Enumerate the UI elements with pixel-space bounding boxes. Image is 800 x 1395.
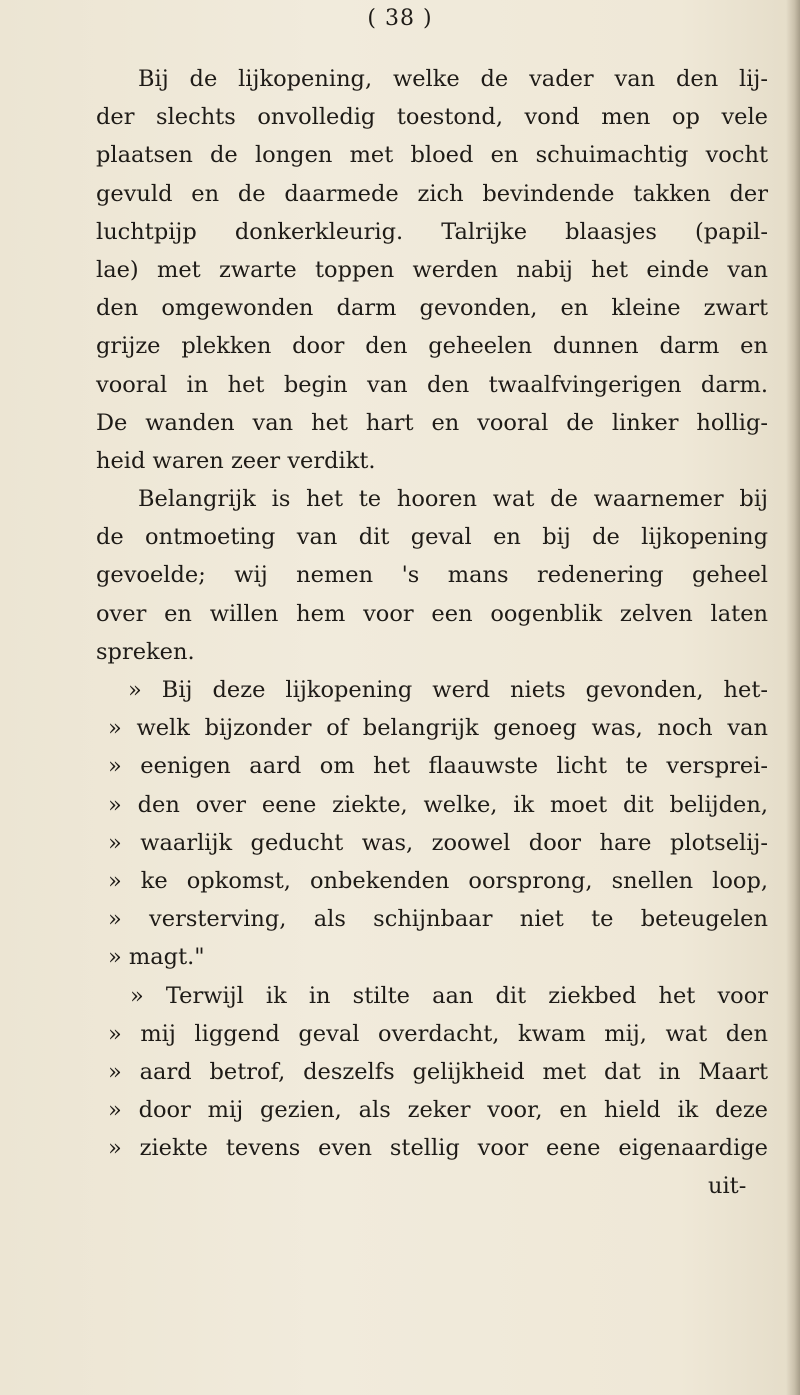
text-line: » ke opkomst, onbekenden oorsprong, snellen loop,	[108, 867, 768, 894]
text-line: spreken.	[96, 638, 195, 665]
page-number-header: ( 38 )	[367, 6, 433, 31]
text-line: » aard betrof, deszelfs gelijkheid met dat in Maart	[108, 1058, 768, 1085]
text-line: luchtpijp donkerkleurig. Talrijke blaasjes (papil-	[96, 218, 768, 245]
text-line: over en willen hem voor een oogenblik zelven laten	[96, 600, 768, 627]
text-line: Belangrijk is het te hooren wat de waarnemer bij	[138, 486, 768, 513]
text-line: » welk bijzonder of belangrijk genoeg was, noch van	[108, 715, 768, 742]
text-line: » door mij gezien, als zeker voor, en hield ik deze	[108, 1097, 768, 1124]
text-line: vooral in het begin van den twaalfvingerigen darm.	[96, 371, 768, 398]
text-line: » eenigen aard om het flaauwste licht te versprei-	[108, 753, 768, 780]
text-line: de ontmoeting van dit geval en bij de lijkopening	[96, 524, 768, 551]
text-line: lae) met zwarte toppen werden nabij het einde van	[96, 256, 768, 283]
text-line: » ziekte tevens even stellig voor eene eigenaardige	[108, 1135, 768, 1162]
text-line: gevoelde; wij nemen 's mans redenering geheel	[96, 562, 768, 589]
text-line: der slechts onvolledig toestond, vond men op vele	[96, 104, 768, 131]
text-line: » mij liggend geval overdacht, kwam mij, wat den	[108, 1020, 768, 1047]
text-line: grijze plekken door den geheelen dunnen darm en	[96, 333, 768, 360]
catchword: uit-	[708, 1173, 747, 1200]
text-line: » waarlijk geducht was, zoowel door hare plotselij-	[108, 829, 768, 856]
text-line: » Bij deze lijkopening werd niets gevonden, het-	[128, 677, 768, 703]
text-line: » den over eene ziekte, welke, ik moet dit belijden,	[108, 791, 768, 818]
body-text	[48, 60, 768, 1206]
page-edge-shadow	[786, 0, 800, 1395]
text-line: den omgewonden darm gevonden, en kleine zwart	[96, 295, 768, 322]
text-line: plaatsen de longen met bloed en schuimachtig vocht	[96, 142, 768, 169]
text-line: » Terwijl ik in stilte aan dit ziekbed het voor	[130, 982, 768, 1009]
text-line: Bij de lijkopening, welke de vader van den lij-	[138, 66, 768, 92]
text-line: De wanden van het hart en vooral de linker hollig-	[96, 409, 768, 436]
text-line: » magt."	[108, 944, 205, 971]
text-line: heid waren zeer verdikt.	[96, 447, 376, 474]
text-line: gevuld en de daarmede zich bevindende takken der	[96, 180, 768, 207]
text-line: » versterving, als schijnbaar niet te beteugelen	[108, 906, 768, 933]
